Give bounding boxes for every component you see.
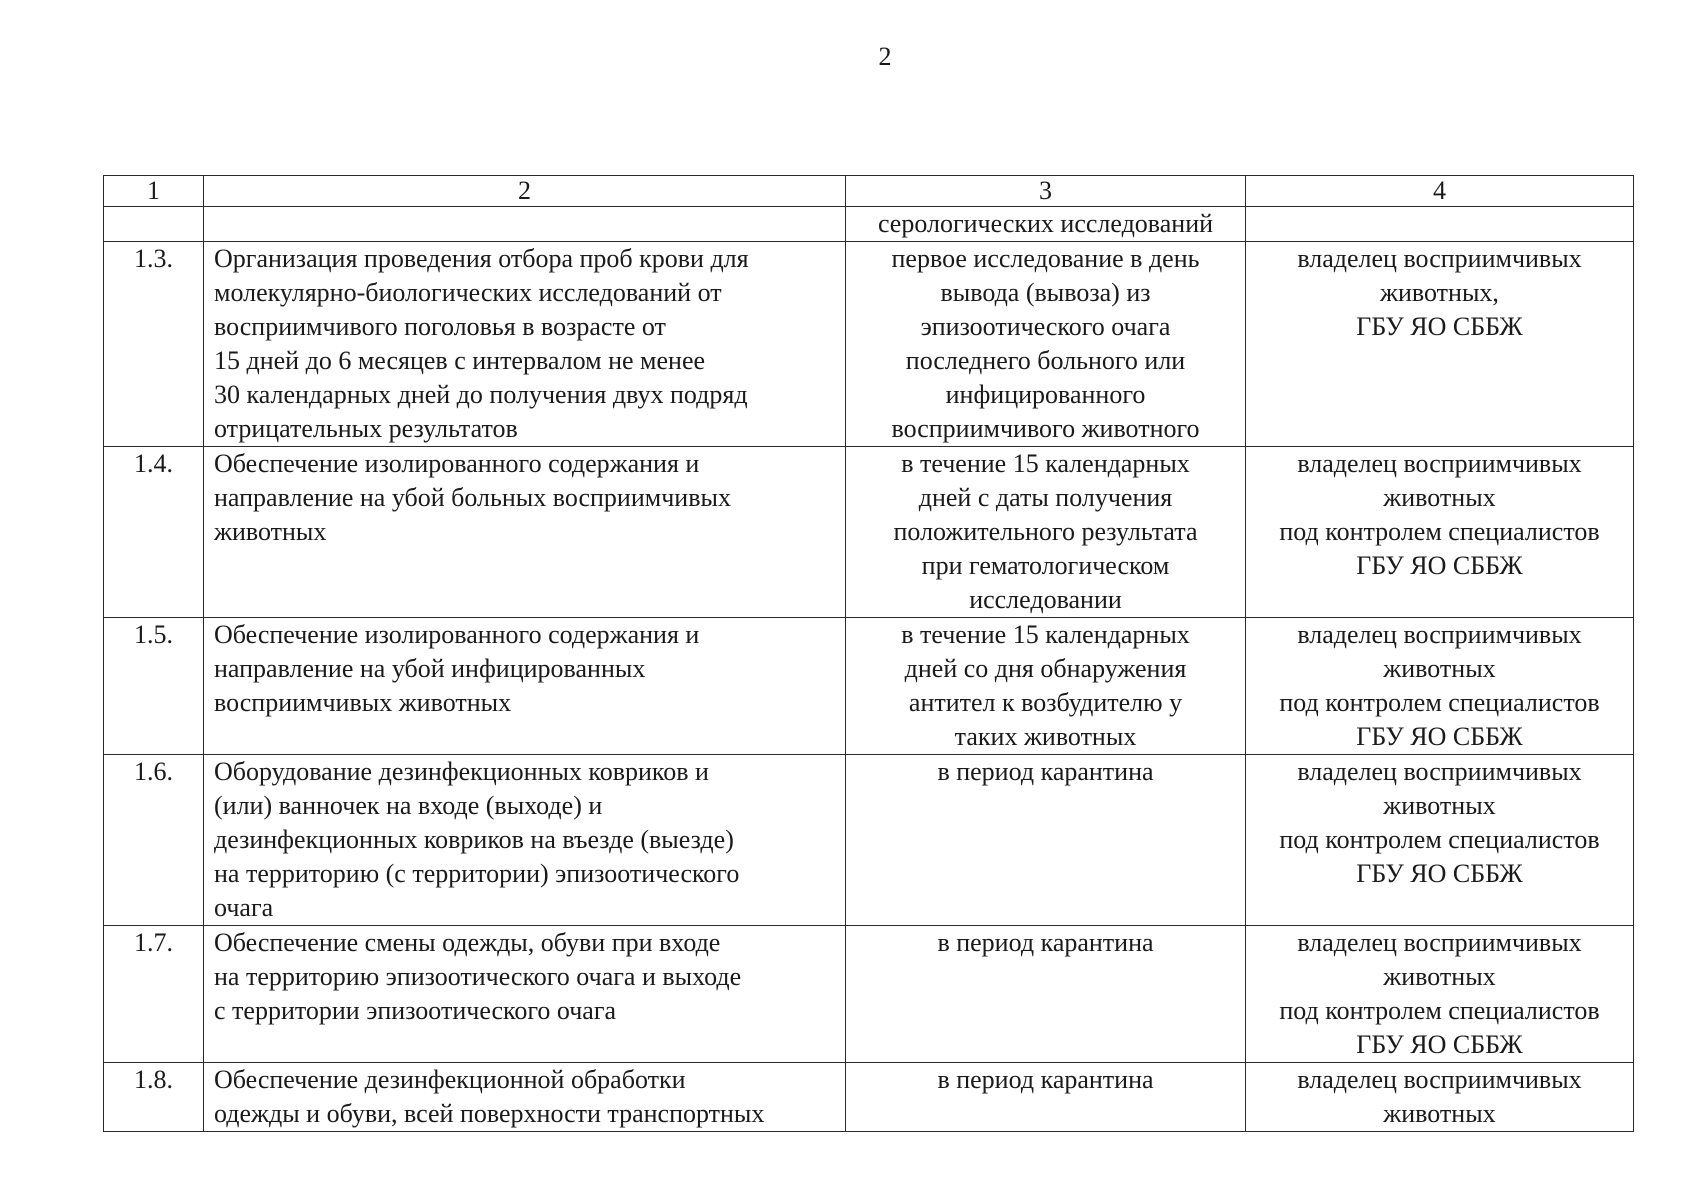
responsible-cell-line: ГБУ ЯО СББЖ [1356, 312, 1523, 341]
timing-cell [846, 207, 1246, 242]
timing-cell-line: инфицированного [945, 380, 1146, 409]
responsible-cell-line: животных [1383, 1099, 1496, 1128]
timing-cell-line: исследовании [969, 585, 1122, 614]
action-cell [204, 242, 846, 447]
table-row [104, 242, 1634, 447]
responsible-cell-line: владелец восприимчивых [1297, 928, 1582, 957]
action-cell-line: животных [214, 517, 327, 546]
action-cell [204, 618, 846, 755]
table-row [104, 1063, 1634, 1132]
responsible-cell [1246, 618, 1634, 755]
action-cell [204, 1063, 846, 1132]
action-cell-line: дезинфекционных ковриков на въезде (выезде) [214, 825, 734, 854]
action-cell-line: с территории эпизоотического очага [214, 996, 617, 1025]
page-number: 2 [878, 42, 892, 71]
row-number: 1.5. [104, 618, 204, 755]
timing-cell-line: положительного результата [893, 517, 1198, 546]
action-cell-line: Обеспечение изолированного содержания и [214, 449, 700, 478]
timing-cell [846, 926, 1246, 1063]
action-cell-line: отрицательных результатов [214, 414, 518, 443]
timing-cell-line: дней со дня обнаружения [904, 654, 1187, 683]
responsible-cell-line: ГБУ ЯО СББЖ [1356, 859, 1523, 888]
action-cell-line: Обеспечение изолированного содержания и [214, 620, 700, 649]
timing-cell-line: серологических исследований [877, 209, 1214, 238]
timing-cell [846, 447, 1246, 618]
timing-cell [846, 618, 1246, 755]
responsible-cell [1246, 926, 1634, 1063]
responsible-cell-line: животных [1383, 962, 1496, 991]
timing-cell-line: при гематологическом [921, 551, 1170, 580]
action-cell-line: очага [214, 893, 274, 922]
action-cell-line: 30 календарных дней до получения двух подряд [214, 380, 748, 409]
row-number: 1.4. [104, 447, 204, 618]
responsible-cell [1246, 447, 1634, 618]
action-cell-line: 15 дней до 6 месяцев с интервалом не менее [214, 346, 706, 375]
action-cell-line: восприимчивого поголовья в возрасте от [214, 312, 666, 341]
table-row [104, 447, 1634, 618]
action-cell [204, 755, 846, 926]
continuation-row [104, 207, 1634, 242]
responsible-cell [1246, 1063, 1634, 1132]
timing-cell-line: последнего больного или [905, 346, 1186, 375]
timing-cell-line: в период карантина [937, 928, 1154, 957]
responsible-cell [1246, 242, 1634, 447]
timing-cell-line: восприимчивого животного [891, 414, 1200, 443]
timing-cell-line: эпизоотического очага [920, 312, 1171, 341]
responsible-cell [1246, 207, 1634, 242]
timing-cell-line: дней с даты получения [918, 483, 1173, 512]
timing-cell-line: в течение 15 календарных [901, 620, 1190, 649]
responsible-cell-line: под контролем специалистов [1279, 996, 1600, 1025]
header-cell-4: 4 [1246, 176, 1634, 207]
action-cell-line: направление на убой больных восприимчивых [214, 483, 731, 512]
row-number: 1.8. [104, 1063, 204, 1132]
action-cell-line: Организация проведения отбора проб крови для [214, 244, 749, 273]
measures-table [103, 175, 1634, 1132]
timing-cell-line: первое исследование в день [891, 244, 1200, 273]
timing-cell [846, 242, 1246, 447]
responsible-cell-line: животных, [1380, 278, 1499, 307]
action-cell [204, 926, 846, 1063]
responsible-cell-line: животных [1383, 483, 1496, 512]
action-cell-line: одежды и обуви, всей поверхности транспортных [214, 1099, 765, 1128]
row-number [104, 207, 204, 242]
responsible-cell-line: владелец восприимчивых [1297, 244, 1582, 273]
action-cell [204, 207, 846, 242]
table-row [104, 618, 1634, 755]
row-number: 1.7. [104, 926, 204, 1063]
table-row [104, 926, 1634, 1063]
responsible-cell-line: владелец восприимчивых [1297, 757, 1582, 786]
responsible-cell-line: животных [1383, 654, 1496, 683]
timing-cell-line: в период карантина [937, 1065, 1154, 1094]
timing-cell-line: в течение 15 календарных [901, 449, 1190, 478]
table-header-row [104, 176, 1634, 207]
action-cell-line: Обеспечение дезинфекционной обработки [214, 1065, 686, 1094]
responsible-cell-line: под контролем специалистов [1279, 688, 1600, 717]
responsible-cell-line: животных [1383, 791, 1496, 820]
timing-cell [846, 1063, 1246, 1132]
responsible-cell-line: ГБУ ЯО СББЖ [1356, 551, 1523, 580]
header-cell-3: 3 [846, 176, 1246, 207]
row-number: 1.6. [104, 755, 204, 926]
timing-cell-line: антител к возбудителю у [908, 688, 1183, 717]
action-cell-line: восприимчивых животных [214, 688, 512, 717]
responsible-cell-line: ГБУ ЯО СББЖ [1356, 1030, 1523, 1059]
action-cell-line: на территорию эпизоотического очага и выходе [214, 962, 742, 991]
timing-cell-line: в период карантина [937, 757, 1154, 786]
row-number: 1.3. [104, 242, 204, 447]
timing-cell-line: таких животных [954, 722, 1137, 751]
action-cell-line: на территорию (с территории) эпизоотического [214, 859, 740, 888]
header-cell-1: 1 [104, 176, 204, 207]
responsible-cell-line: владелец восприимчивых [1297, 449, 1582, 478]
responsible-cell [1246, 755, 1634, 926]
action-cell-line: Оборудование дезинфекционных ковриков и [214, 757, 709, 786]
action-cell [204, 447, 846, 618]
table-row [104, 755, 1634, 926]
table-body [104, 176, 1634, 1132]
responsible-cell-line: владелец восприимчивых [1297, 1065, 1582, 1094]
timing-cell-line: вывода (вывоза) из [940, 278, 1151, 307]
timing-cell [846, 755, 1246, 926]
action-cell-line: (или) ванночек на входе (выходе) и [214, 791, 603, 820]
header-cell-2: 2 [204, 176, 846, 207]
responsible-cell-line: владелец восприимчивых [1297, 620, 1582, 649]
responsible-cell-line: под контролем специалистов [1279, 517, 1600, 546]
responsible-cell-line: ГБУ ЯО СББЖ [1356, 722, 1523, 751]
action-cell-line: молекулярно-биологических исследований от [214, 278, 722, 307]
responsible-cell-line: под контролем специалистов [1279, 825, 1600, 854]
action-cell-line: Обеспечение смены одежды, обуви при входе [214, 928, 721, 957]
action-cell-line: направление на убой инфицированных [214, 654, 646, 683]
